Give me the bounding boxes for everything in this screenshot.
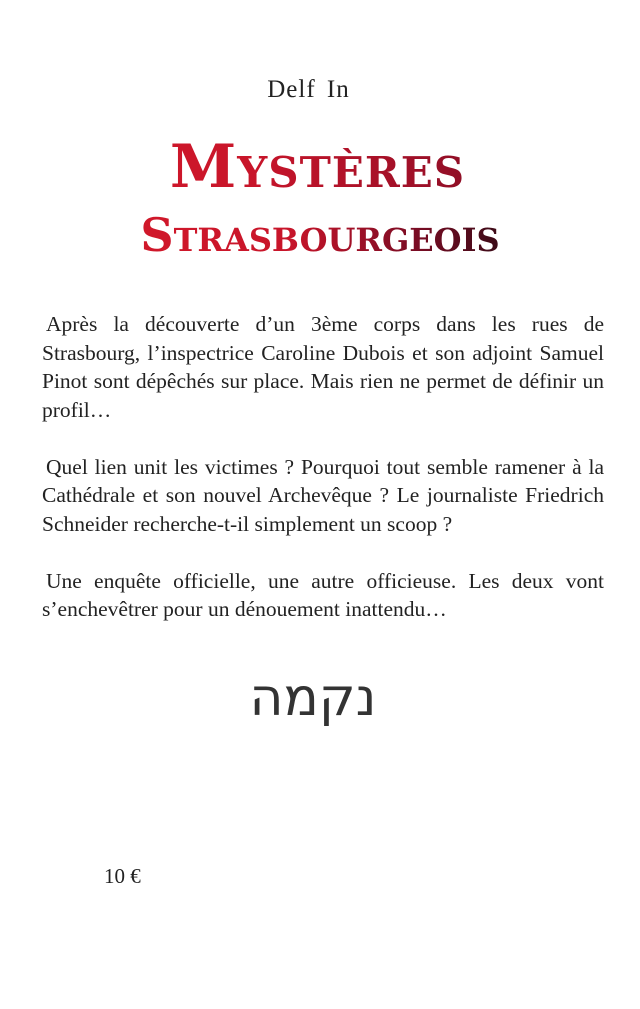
price-label: 10 € [104, 864, 141, 888]
title-line-2: Strasbourgeois [0, 208, 640, 262]
blurb [42, 310, 604, 652]
hebrew-word: נקמה [249, 668, 377, 728]
author-name: Delf In [267, 76, 350, 103]
title-line-1: Mystères [0, 132, 635, 202]
blurb-paragraph: Quel lien unit les victimes ? Pourquoi tout semble ramener à la Cathédrale et son nouvel Archevêque ? Le journaliste Friedrich Schneider recherche-t-il simplement un scoop ? [42, 454, 604, 536]
blurb-paragraph: Une enquête officielle, une autre officieuse. Les deux vont s’enchevêtrer pour un dénouement inattendu… [42, 568, 604, 621]
blurb-paragraph: Après la découverte d’un 3ème corps dans les rues de Strasbourg, l’inspectrice Caroline Dubois et son adjoint Samuel Pinot sont dépêchés sur place. Mais rien ne permet de définir un profil… [42, 312, 604, 422]
